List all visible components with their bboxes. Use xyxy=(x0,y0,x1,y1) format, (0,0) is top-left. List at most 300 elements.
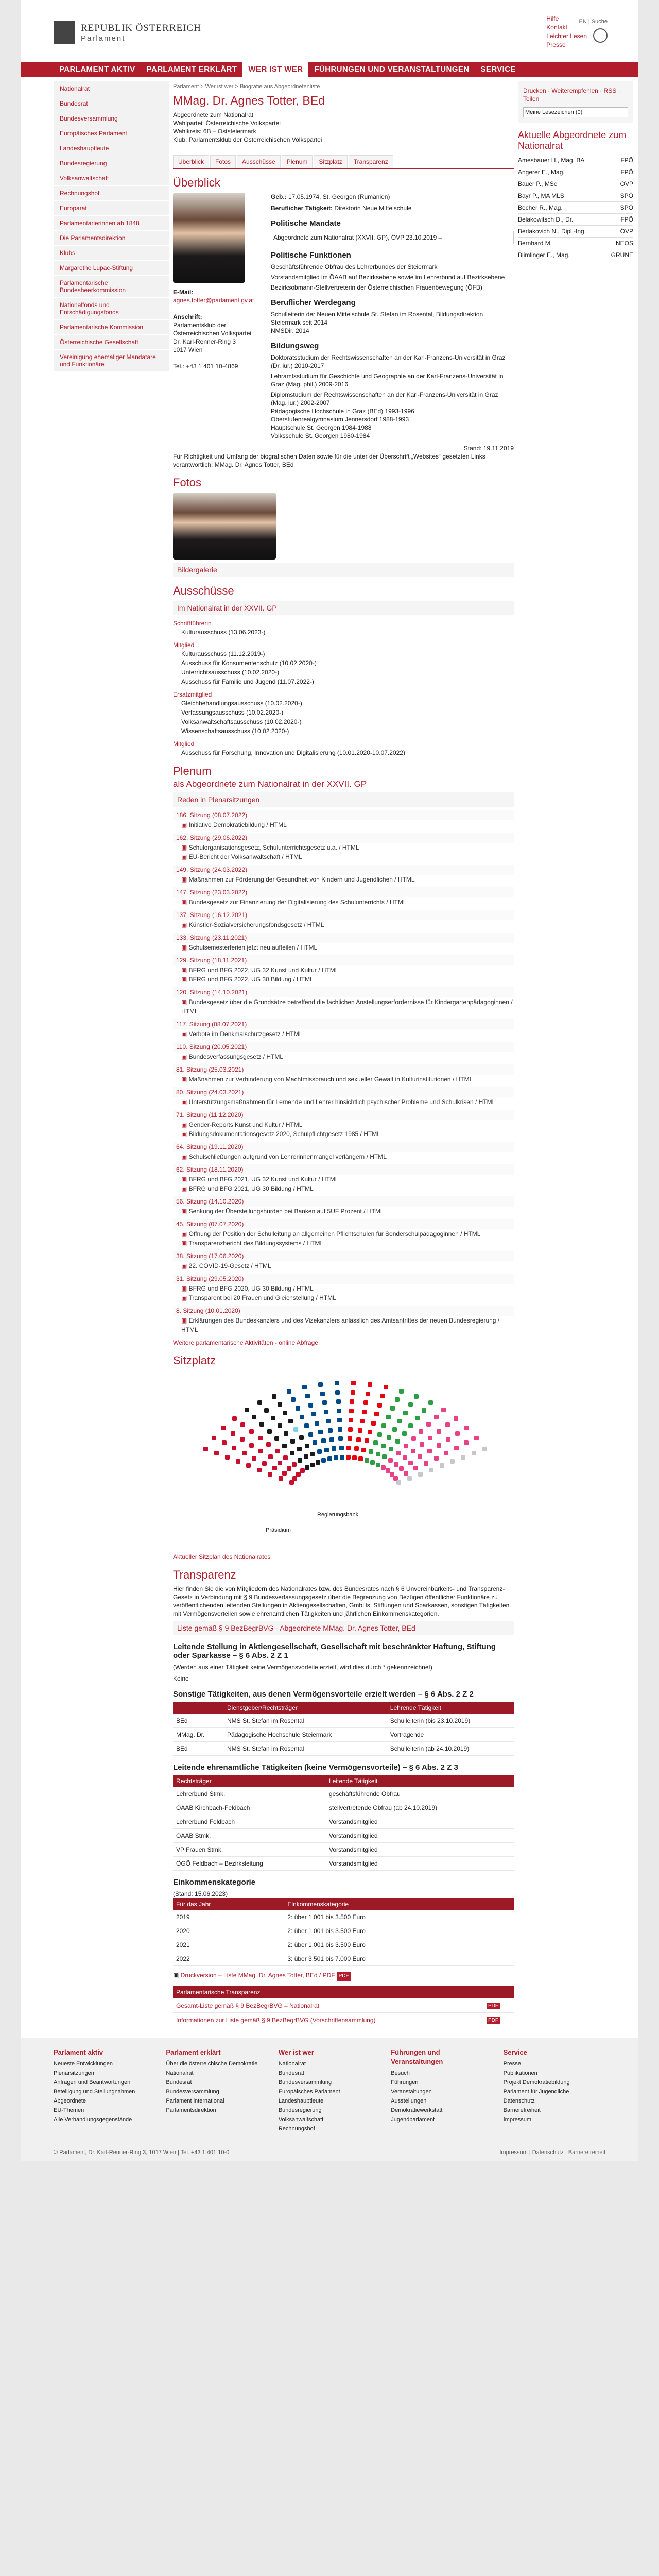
speech-link[interactable]: ▣ Erklärungen des Bundeskanzlers und des Vizekanzlers anlässlich des Amtsantrittes der neuen Bundesregierung / HTML xyxy=(181,1316,514,1334)
seat[interactable] xyxy=(434,1456,439,1461)
seat[interactable] xyxy=(232,1446,236,1450)
mp-name[interactable]: Bauer P., MSc xyxy=(518,180,557,188)
seat[interactable] xyxy=(437,1429,441,1434)
seat[interactable] xyxy=(450,1459,455,1464)
seat[interactable] xyxy=(290,1439,295,1444)
more-activities-link[interactable]: Weitere parlamentarische Aktivitäten - online Abfrage xyxy=(173,1339,318,1346)
seat[interactable] xyxy=(266,1442,271,1447)
seat[interactable] xyxy=(427,1449,432,1453)
session-title[interactable]: 45. Sitzung (07.07.2020) xyxy=(173,1219,514,1229)
session-title[interactable]: 31. Sitzung (29.05.2020) xyxy=(173,1274,514,1284)
session-title[interactable]: 80. Sitzung (24.03.2021) xyxy=(173,1087,514,1097)
seat[interactable] xyxy=(274,1436,279,1441)
print-pdf-link[interactable]: Druckversion – Liste MMag. Dr. Agnes Totter, BEd / PDF xyxy=(180,1972,335,1979)
seat[interactable] xyxy=(310,1452,315,1456)
speech-link[interactable]: ▣ Bundesverfassungsgesetz / HTML xyxy=(181,1052,514,1061)
tab-plenum[interactable]: Plenum xyxy=(282,155,313,168)
sidebar-item[interactable]: Bundesregierung xyxy=(54,156,169,171)
sidebar-item[interactable]: Österreichische Gesellschaft xyxy=(54,335,169,350)
seat[interactable] xyxy=(221,1426,226,1430)
seat[interactable] xyxy=(365,1458,369,1463)
seat[interactable] xyxy=(296,1406,300,1411)
seat[interactable] xyxy=(454,1446,459,1450)
session-title[interactable]: 71. Sitzung (11.12.2020) xyxy=(173,1110,514,1120)
seat[interactable] xyxy=(267,1429,272,1434)
seat[interactable] xyxy=(399,1466,404,1471)
sidebar-item[interactable]: Vereinigung ehemaliger Mandatare und Funktionäre xyxy=(54,350,169,372)
seat[interactable] xyxy=(293,1427,298,1432)
speech-link[interactable]: ▣ Transparent bei 20 Frauen und Gleichstellung / HTML xyxy=(181,1293,514,1302)
footer-link[interactable]: Parlament für Jugendliche xyxy=(503,2089,569,2095)
seat[interactable] xyxy=(349,1418,353,1422)
seat[interactable] xyxy=(422,1408,426,1413)
footer-link[interactable]: Publikationen xyxy=(503,2070,537,2076)
sidebar-item[interactable]: Bundesversammlung xyxy=(54,111,169,126)
mp-name[interactable]: Bayr P., MA MLS xyxy=(518,192,564,199)
seat[interactable] xyxy=(289,1480,294,1485)
footer-link[interactable]: Impressum xyxy=(503,2116,532,2123)
footer-link[interactable]: Ausstellungen xyxy=(391,2098,427,2104)
gallery-image[interactable] xyxy=(173,493,276,560)
sidebar-item[interactable]: Nationalfonds und Entschädigungsfonds xyxy=(54,298,169,320)
seat[interactable] xyxy=(338,1427,342,1432)
seat[interactable] xyxy=(339,1446,344,1450)
seat[interactable] xyxy=(464,1426,469,1430)
seat[interactable] xyxy=(388,1458,393,1463)
footer-link[interactable]: Bundesversammlung xyxy=(166,2089,219,2095)
seat[interactable] xyxy=(482,1447,487,1451)
session-title[interactable]: 147. Sitzung (23.03.2022) xyxy=(173,887,514,897)
nav-wer-ist-wer[interactable]: WER IST WER xyxy=(242,62,308,77)
seat[interactable] xyxy=(222,1440,227,1445)
rss-button[interactable]: RSS xyxy=(603,87,617,94)
seat[interactable] xyxy=(240,1437,245,1442)
tab-ausschuesse[interactable]: Ausschüsse xyxy=(237,155,281,168)
session-title[interactable]: 117. Sitzung (08.07.2021) xyxy=(173,1019,514,1029)
mp-row[interactable] xyxy=(518,238,633,249)
seat[interactable] xyxy=(302,1385,307,1389)
nav-parlament-erklaert[interactable]: PARLAMENT ERKLÄRT xyxy=(146,65,237,74)
session-title[interactable]: 149. Sitzung (24.03.2022) xyxy=(173,865,514,875)
seat[interactable] xyxy=(278,1423,282,1428)
seat[interactable] xyxy=(324,1448,329,1452)
seat[interactable] xyxy=(346,1455,351,1460)
seat[interactable] xyxy=(335,1390,340,1395)
seat[interactable] xyxy=(232,1416,237,1421)
footer-link[interactable]: Parlamentsdirektion xyxy=(166,2107,216,2113)
seat[interactable] xyxy=(361,1448,366,1452)
toplink-contact[interactable]: Kontakt xyxy=(546,24,567,31)
seat[interactable] xyxy=(354,1446,359,1451)
seat[interactable] xyxy=(326,1419,331,1423)
seat[interactable] xyxy=(336,1399,341,1404)
seat[interactable] xyxy=(415,1416,420,1420)
seat[interactable] xyxy=(377,1403,382,1408)
seat[interactable] xyxy=(305,1444,309,1448)
seat[interactable] xyxy=(203,1447,208,1451)
share-button[interactable]: Teilen xyxy=(523,95,540,103)
speech-link[interactable]: ▣ EU-Bericht der Volksanwaltschaft / HTML xyxy=(181,852,514,861)
session-title[interactable]: 133. Sitzung (23.11.2021) xyxy=(173,933,514,943)
seat[interactable] xyxy=(349,1409,354,1413)
print-button[interactable]: Drucken xyxy=(523,87,546,94)
committee-item[interactable]: Ausschuss für Konsumentenschutz (10.02.2020-) xyxy=(181,659,317,667)
seat[interactable] xyxy=(318,1382,323,1387)
seat[interactable] xyxy=(441,1408,446,1412)
seat[interactable] xyxy=(377,1432,382,1437)
seat[interactable] xyxy=(407,1476,412,1481)
footer-link[interactable]: Bundesrat xyxy=(166,2079,192,2086)
footer-heading[interactable]: Führungen und Veranstaltungen xyxy=(391,2048,443,2065)
seat[interactable] xyxy=(464,1440,469,1445)
recommend-button[interactable]: Weiterempfehlen xyxy=(551,87,598,94)
sidebar-item[interactable]: Rechnungshof xyxy=(54,186,169,201)
seat[interactable] xyxy=(264,1408,269,1413)
footer-link[interactable]: Über die österreichische Demokratie xyxy=(166,2061,258,2067)
committee-item[interactable]: Wissenschaftsausschuss (10.02.2020-) xyxy=(181,727,289,735)
tab-sitzplatz[interactable]: Sitzplatz xyxy=(314,155,347,168)
seat[interactable] xyxy=(420,1442,424,1447)
mp-row[interactable] xyxy=(518,190,633,202)
speech-link[interactable]: ▣ Bundesgesetz zur Finanzierung der Digitalisierung des Schulunterrichts / HTML xyxy=(181,897,514,907)
seat[interactable] xyxy=(257,1468,262,1472)
seat[interactable] xyxy=(403,1455,407,1460)
seat[interactable] xyxy=(290,1451,294,1455)
seat[interactable] xyxy=(318,1430,323,1434)
footer-heading[interactable]: Parlament erklärt xyxy=(166,2048,221,2056)
search-icon[interactable] xyxy=(593,28,608,43)
seat[interactable] xyxy=(262,1461,267,1466)
seat[interactable] xyxy=(287,1389,291,1394)
session-title[interactable]: 62. Sitzung (18.11.2020) xyxy=(173,1164,514,1175)
tab-ueberblick[interactable]: Überblick xyxy=(173,155,209,168)
session-title[interactable]: 38. Sitzung (17.06.2020) xyxy=(173,1251,514,1261)
seat[interactable] xyxy=(338,1436,343,1441)
seat[interactable] xyxy=(287,1466,291,1471)
footer-link[interactable]: Beteiligung und Stellungnahmen xyxy=(54,2089,135,2095)
seat[interactable] xyxy=(259,1422,264,1427)
seat[interactable] xyxy=(428,1436,432,1440)
footer-link[interactable]: Presse xyxy=(503,2061,521,2067)
mp-row[interactable] xyxy=(518,249,633,261)
footer-link[interactable]: Europäisches Parlament xyxy=(278,2089,340,2095)
seat[interactable] xyxy=(316,1460,320,1465)
seat[interactable] xyxy=(337,1418,342,1422)
session-title[interactable]: 137. Sitzung (16.12.2021) xyxy=(173,910,514,920)
seat[interactable] xyxy=(461,1455,465,1460)
seat[interactable] xyxy=(335,1381,339,1385)
seat[interactable] xyxy=(352,1455,357,1460)
mp-name[interactable]: Berlakovich N., Dipl.-Ing. xyxy=(518,228,586,235)
seat[interactable] xyxy=(403,1411,408,1415)
seat[interactable] xyxy=(363,1400,368,1405)
seat[interactable] xyxy=(304,1423,309,1428)
seat[interactable] xyxy=(332,1446,336,1451)
speech-link[interactable]: ▣ Schulsemesterferien jetzt neu aufteilen / HTML xyxy=(181,943,514,952)
seat[interactable] xyxy=(376,1452,380,1456)
footer-link[interactable]: Plenarsitzungen xyxy=(54,2070,94,2076)
seat[interactable] xyxy=(283,1411,287,1415)
seat[interactable] xyxy=(340,1455,344,1460)
seat[interactable] xyxy=(381,1465,386,1470)
mp-row[interactable] xyxy=(518,214,633,226)
seat[interactable] xyxy=(313,1440,317,1445)
seat[interactable] xyxy=(242,1451,247,1455)
seat[interactable] xyxy=(472,1451,476,1455)
speech-link[interactable]: ▣ Initiative Demokratiebildung / HTML xyxy=(181,820,514,829)
seat[interactable] xyxy=(308,1403,313,1408)
footer-link[interactable]: EU-Themen xyxy=(54,2107,84,2113)
sidebar-item[interactable]: Margarethe Lupac-Stiftung xyxy=(54,261,169,276)
seat[interactable] xyxy=(321,1458,326,1463)
seat[interactable] xyxy=(387,1435,391,1440)
seat[interactable] xyxy=(317,1449,322,1454)
speech-link[interactable]: ▣ Schulschließungen aufgrund von Lehrerinnenmangel verlängern / HTML xyxy=(181,1152,514,1161)
committee-item[interactable]: Verfassungsausschuss (10.02.2020-) xyxy=(181,709,284,716)
seat[interactable] xyxy=(370,1460,375,1465)
seat[interactable] xyxy=(396,1451,401,1455)
footer-link[interactable]: Demokratiewerkstatt xyxy=(391,2107,443,2113)
seat[interactable] xyxy=(258,1436,263,1440)
footer-link[interactable]: Projekt Demokratiebildung xyxy=(503,2079,570,2086)
seat[interactable] xyxy=(321,1438,326,1443)
footer-link[interactable]: Jugendparlament xyxy=(391,2116,435,2123)
seat[interactable] xyxy=(396,1480,401,1485)
sidebar-item[interactable]: Klubs xyxy=(54,246,169,261)
session-title[interactable]: 162. Sitzung (29.06.2022) xyxy=(173,833,514,843)
seat[interactable] xyxy=(455,1431,460,1436)
speeches-toggle[interactable]: Reden in Plenarsitzungen xyxy=(173,792,514,807)
list-link[interactable]: Gesamt-Liste gemäß § 9 BezBegrBVG – Nationalrat xyxy=(176,2002,320,2009)
speech-link[interactable]: ▣ Maßnahmen zur Förderung der Gesundheit von Kindern und Jugendlichen / HTML xyxy=(181,875,514,884)
footer-link[interactable]: Landeshauptleute xyxy=(278,2098,324,2104)
footer-link[interactable]: Rechnungshof xyxy=(278,2126,315,2132)
speech-link[interactable]: ▣ Bundesgesetz über die Grundsätze betreffend die fachlichen Anstellungserfordernisse für Kindergartenpädagoginnen / HTML xyxy=(181,997,514,1016)
seat[interactable] xyxy=(446,1437,450,1442)
sidebar-item[interactable]: Parlamentarierinnen ab 1848 xyxy=(54,216,169,231)
footer-link[interactable]: Datenschutz xyxy=(503,2098,535,2104)
mp-row[interactable] xyxy=(518,166,633,178)
seat[interactable] xyxy=(360,1419,365,1423)
seat[interactable] xyxy=(419,1429,423,1434)
sidebar-item[interactable]: Europäisches Parlament xyxy=(54,126,169,141)
footer-link[interactable]: Nationalrat xyxy=(278,2061,306,2067)
seat[interactable] xyxy=(350,1399,354,1404)
email-link[interactable]: agnes.totter@parlament.gv.at xyxy=(173,297,254,304)
speech-link[interactable]: ▣ 22. COVID-19-Gesetz / HTML xyxy=(181,1261,514,1270)
seat[interactable] xyxy=(283,1455,288,1460)
seat[interactable] xyxy=(437,1443,441,1448)
speech-link[interactable]: ▣ Öffnung der Position der Schulleitung an allgemeinen Pflichtschulen für Sonderschulpädagoginnen / HTML xyxy=(181,1229,514,1239)
seat[interactable] xyxy=(376,1463,380,1467)
seat[interactable] xyxy=(246,1463,251,1468)
committee-item[interactable]: Kulturausschuss (11.12.2019-) xyxy=(181,650,265,657)
seat[interactable] xyxy=(397,1419,402,1423)
speech-link[interactable]: ▣ Unterstützungsmaßnahmen für Lernende und Lehrer hinsichtlich psychischer Probleme und Schulkrisen / HTML xyxy=(181,1097,514,1107)
seat[interactable] xyxy=(225,1455,230,1460)
seat[interactable] xyxy=(310,1463,315,1467)
seat[interactable] xyxy=(300,1415,304,1419)
footer-heading[interactable]: Service xyxy=(503,2048,527,2056)
speech-link[interactable]: ▣ Senkung der Überstellungshürden bei Banken auf 5UF Prozent / HTML xyxy=(181,1207,514,1216)
seat[interactable] xyxy=(296,1472,301,1477)
seat[interactable] xyxy=(362,1410,367,1414)
mp-row[interactable] xyxy=(518,226,633,238)
tab-transparenz[interactable]: Transparenz xyxy=(349,155,393,168)
lang-switch[interactable]: EN | Suche xyxy=(579,19,608,25)
seat[interactable] xyxy=(278,1461,282,1465)
seat[interactable] xyxy=(292,1476,297,1481)
seat[interactable] xyxy=(411,1449,415,1453)
seat[interactable] xyxy=(408,1402,413,1407)
speech-link[interactable]: ▣ Verbote im Denkmalschutzgesetz / HTML xyxy=(181,1029,514,1039)
mp-name[interactable]: Blimlinger E., Mag. xyxy=(518,251,570,259)
seat[interactable] xyxy=(298,1458,302,1463)
seat[interactable] xyxy=(413,1466,418,1470)
seat[interactable] xyxy=(381,1444,386,1448)
seat[interactable] xyxy=(474,1436,479,1440)
seat[interactable] xyxy=(418,1472,423,1477)
mp-row[interactable] xyxy=(518,155,633,166)
seat[interactable] xyxy=(369,1449,373,1454)
speech-link[interactable]: ▣ Schulorganisationsgesetz, Schulunterrichtsgesetz u.a. / HTML xyxy=(181,843,514,852)
seat[interactable] xyxy=(257,1400,262,1405)
committees-toggle[interactable]: Im Nationalrat in der XXVII. GP xyxy=(173,601,514,615)
committee-item[interactable]: Ausschuss für Forschung, Innovation und Digitalisierung (10.01.2020-10.07.2022) xyxy=(181,749,405,756)
footer-link[interactable]: Abgeordnete xyxy=(54,2098,86,2104)
footer-link[interactable]: Alle Verhandlungsgegenstände xyxy=(54,2116,132,2123)
session-title[interactable]: 186. Sitzung (08.07.2022) xyxy=(173,810,514,820)
seat[interactable] xyxy=(399,1389,404,1394)
seat[interactable] xyxy=(252,1456,256,1461)
seat[interactable] xyxy=(297,1447,302,1451)
speech-link[interactable]: ▣ BFRG und BFG 2022, UG 32 Kunst und Kultur / HTML xyxy=(181,965,514,975)
seat[interactable] xyxy=(394,1462,398,1467)
seat[interactable] xyxy=(426,1422,431,1427)
seat[interactable] xyxy=(386,1415,391,1419)
seat[interactable] xyxy=(240,1422,245,1427)
mp-name[interactable]: Amesbauer H., Mag. BA xyxy=(518,157,585,164)
seat[interactable] xyxy=(212,1436,216,1440)
seat[interactable] xyxy=(252,1415,256,1419)
footer-link[interactable]: Bundesregierung xyxy=(278,2107,322,2113)
seat[interactable] xyxy=(374,1412,379,1416)
seat[interactable] xyxy=(249,1443,254,1448)
seat[interactable] xyxy=(334,1455,338,1460)
committee-item[interactable]: Volksanwaltschaftsausschuss (10.02.2020-) xyxy=(181,718,302,725)
seat[interactable] xyxy=(214,1451,219,1455)
seat[interactable] xyxy=(371,1421,376,1426)
speech-link[interactable]: ▣ Bildungsdokumentationsgesetz 2020, Schulpflichtgesetz 1985 / HTML xyxy=(181,1129,514,1139)
seat[interactable] xyxy=(311,1412,316,1416)
sidebar-item[interactable]: Nationalrat xyxy=(54,81,169,96)
gallery-toggle[interactable]: Bildergalerie xyxy=(173,563,514,577)
seat[interactable] xyxy=(272,1466,277,1470)
speech-link[interactable]: ▣ Künstler-Sozialversicherungsfondsgesetz / HTML xyxy=(181,920,514,929)
footer-link[interactable]: Bundesversammlung xyxy=(278,2079,332,2086)
seat[interactable] xyxy=(291,1397,296,1402)
seat[interactable] xyxy=(268,1454,273,1459)
seat[interactable] xyxy=(305,1394,310,1398)
speech-link[interactable]: ▣ Maßnahmen zur Verhinderung von Machtmissbrauch und sexueller Gewalt in Kulturinstitutionen / HTML xyxy=(181,1075,514,1084)
footer-link[interactable]: Bundesrat xyxy=(278,2070,304,2076)
seat[interactable] xyxy=(292,1462,297,1467)
seat[interactable] xyxy=(404,1471,408,1476)
seat[interactable] xyxy=(275,1449,280,1453)
seat[interactable] xyxy=(327,1456,332,1461)
speech-link[interactable]: ▣ Transparenzbericht des Bildungssystems / HTML xyxy=(181,1239,514,1248)
speech-link[interactable]: ▣ BFRG und BFG 2022, UG 30 Bildung / HTML xyxy=(181,975,514,984)
session-title[interactable]: 120. Sitzung (14.10.2021) xyxy=(173,987,514,997)
nav-service[interactable]: SERVICE xyxy=(480,65,516,74)
session-title[interactable]: 81. Sitzung (25.03.2021) xyxy=(173,1064,514,1075)
speech-link[interactable]: ▣ Gender-Reports Kunst und Kultur / HTML xyxy=(181,1120,514,1129)
seat[interactable] xyxy=(315,1421,319,1426)
seat[interactable] xyxy=(320,1392,325,1396)
seat-plan-link[interactable]: Aktueller Sitzplan des Nationalrates xyxy=(173,1553,271,1561)
toplink-easy[interactable]: Leichter Lesen xyxy=(546,32,587,40)
mp-row[interactable] xyxy=(518,178,633,190)
session-title[interactable]: 8. Sitzung (10.01.2020) xyxy=(173,1306,514,1316)
seat[interactable] xyxy=(424,1461,428,1466)
seat[interactable] xyxy=(351,1390,355,1395)
seat[interactable] xyxy=(284,1431,288,1436)
footer-link[interactable]: Volksanwaltschaft xyxy=(278,2116,324,2123)
seat[interactable] xyxy=(408,1423,413,1428)
seat[interactable] xyxy=(408,1461,413,1465)
seat[interactable] xyxy=(322,1400,327,1405)
footer-link[interactable]: Führungen xyxy=(391,2079,419,2086)
seat[interactable] xyxy=(268,1472,272,1477)
sidebar-item[interactable]: Landeshauptleute xyxy=(54,141,169,156)
speech-link[interactable]: ▣ BFRG und BFG 2021, UG 32 Kunst und Kultur / HTML xyxy=(181,1175,514,1184)
seat[interactable] xyxy=(231,1431,235,1436)
footer-link[interactable]: Barrierefreiheit xyxy=(503,2107,541,2113)
seat[interactable] xyxy=(351,1381,356,1385)
seat[interactable] xyxy=(279,1476,283,1481)
mp-name[interactable]: Bernhard M. xyxy=(518,240,552,247)
footer-link[interactable]: Neueste Entwicklungen xyxy=(54,2061,113,2067)
seat[interactable] xyxy=(305,1465,309,1470)
seat[interactable] xyxy=(395,1397,400,1402)
seat[interactable] xyxy=(308,1432,313,1437)
seat[interactable] xyxy=(390,1406,395,1411)
seat[interactable] xyxy=(418,1454,422,1459)
sidebar-item[interactable]: Bundesrat xyxy=(54,96,169,111)
sidebar-item[interactable]: Volksanwaltschaft xyxy=(54,171,169,186)
seat[interactable] xyxy=(380,1394,385,1398)
toplink-help[interactable]: Hilfe xyxy=(546,15,559,22)
seat[interactable] xyxy=(245,1408,249,1412)
seat[interactable] xyxy=(365,1438,369,1443)
seat[interactable] xyxy=(348,1436,352,1441)
footer-link[interactable]: Veranstaltungen xyxy=(391,2089,432,2095)
mp-name[interactable]: Angerer E., Mag. xyxy=(518,168,565,176)
committee-item[interactable]: Ausschuss für Familie und Jugend (11.07.2022-) xyxy=(181,678,314,685)
seat[interactable] xyxy=(440,1463,444,1468)
footer-links[interactable]: Impressum | Datenschutz | Barrierefreiheit xyxy=(499,2149,605,2156)
tab-fotos[interactable]: Fotos xyxy=(210,155,236,168)
seat[interactable] xyxy=(368,1430,372,1434)
seat[interactable] xyxy=(404,1444,408,1448)
seat[interactable] xyxy=(258,1449,263,1453)
logo[interactable] xyxy=(54,21,201,44)
seat[interactable] xyxy=(414,1394,419,1399)
footer-link[interactable]: Parlament international xyxy=(166,2098,224,2104)
seat[interactable] xyxy=(282,1471,287,1476)
seat[interactable] xyxy=(300,1468,305,1473)
sidebar-item[interactable]: Die Parlamentsdirektion xyxy=(54,231,169,246)
